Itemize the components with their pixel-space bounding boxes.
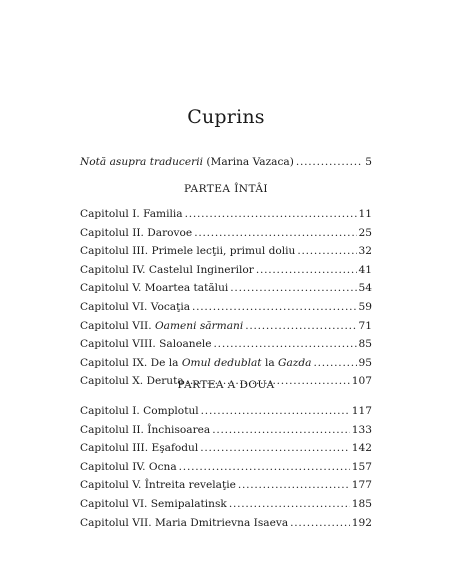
- toc-page-number: 117: [351, 405, 372, 417]
- leader-dots: [185, 205, 357, 223]
- toc-page-number: 185: [351, 498, 372, 510]
- toc-entry-italic: Oameni sărmani: [154, 319, 244, 332]
- toc-entry-label: [80, 354, 312, 372]
- toc-entry[interactable]: [80, 439, 372, 457]
- toc-entry-text: Capitolul I. Familia: [80, 208, 183, 220]
- leader-dots: [297, 242, 356, 260]
- toc-entry-label: [80, 205, 183, 223]
- toc-page-number: 41: [358, 263, 372, 276]
- toc-entry[interactable]: [80, 298, 372, 316]
- part2-heading: PARTEA A DOUA: [177, 379, 275, 391]
- toc-page-number: 59: [358, 301, 372, 313]
- toc-entry[interactable]: [80, 242, 372, 260]
- toc-page-number: 157: [351, 460, 372, 473]
- leader-dots: [179, 458, 350, 476]
- toc-entry-text: Capitolul IV. Ocna: [80, 460, 177, 473]
- toc-entry-text: Capitolul II. Darovoe: [80, 226, 193, 239]
- leader-dots: [238, 476, 350, 494]
- toc-entry-label: [80, 335, 212, 353]
- toc-entry-label: [80, 402, 199, 420]
- toc-page-number: 5: [365, 156, 372, 168]
- toc-entry-text: la: [261, 356, 279, 369]
- toc-entry-label: [80, 279, 228, 297]
- toc-entry-label: [80, 261, 254, 279]
- leader-dots: [192, 298, 356, 316]
- toc-page-number: 54: [358, 282, 372, 295]
- toc-entry-label: [80, 476, 236, 494]
- toc-entry-label: [80, 224, 192, 242]
- toc-page-number: 133: [351, 423, 372, 436]
- leader-dots: [256, 261, 357, 279]
- toc-entry-label: [80, 298, 190, 316]
- toc-entry-text: Capitolul IV. Castelul Inginerilor: [80, 263, 254, 276]
- page-title: Cuprins: [187, 106, 265, 128]
- toc-entry-text: Capitolul III. Eşafodul: [80, 442, 199, 455]
- toc-entry-label: [80, 495, 227, 513]
- toc-entry-text: Capitolul VII. Maria Dmitrievna Isaeva: [80, 516, 289, 529]
- toc-page-number: 85: [358, 338, 372, 351]
- toc-page-number: 25: [358, 226, 372, 239]
- toc-entry-text: Capitolul IX. De la: [80, 356, 182, 369]
- toc-entry-label: [80, 317, 243, 335]
- toc-entry[interactable]: [80, 205, 372, 223]
- toc-entry-text: Capitolul VI. Semipalatinsk: [80, 498, 227, 510]
- toc-entry[interactable]: [80, 476, 372, 494]
- toc-entry[interactable]: [80, 261, 372, 279]
- toc-page-number: 177: [351, 479, 372, 492]
- leader-dots: [200, 439, 350, 457]
- leader-dots: [245, 317, 356, 335]
- leader-dots: [214, 335, 357, 353]
- toc-entry-label: [80, 421, 210, 439]
- toc-entry-text: Capitolul I. Complotul: [80, 405, 199, 417]
- toc-entry[interactable]: [80, 458, 372, 476]
- toc-entry[interactable]: [80, 421, 372, 439]
- toc-page-number: 192: [351, 516, 372, 529]
- leader-dots: [229, 495, 350, 513]
- toc-entry-italic: Omul dedublat: [181, 356, 262, 369]
- leader-dots: [201, 402, 350, 420]
- toc-entry[interactable]: [80, 317, 372, 335]
- toc-entry-italic: Gazda: [278, 356, 312, 369]
- toc-entry-text: Capitolul VII.: [80, 319, 155, 332]
- toc-entry[interactable]: [80, 354, 372, 372]
- toc-page-number: 32: [358, 245, 372, 258]
- toc-entry-label: [80, 458, 177, 476]
- toc-entry-text: (Marina Vazaca): [202, 156, 294, 168]
- leader-dots: [212, 421, 350, 439]
- leader-dots: [230, 279, 356, 297]
- toc-entry-text: Capitolul III. Primele lecţii, primul doliu: [80, 245, 296, 258]
- toc-page-number: 11: [358, 208, 372, 220]
- toc-entry-text: Capitolul V. Moartea tatălui: [80, 282, 229, 295]
- toc-entry-text: Capitolul VIII. Saloanele: [80, 338, 212, 351]
- leader-dots: [290, 514, 350, 532]
- leader-dots: [194, 224, 356, 242]
- toc-entry[interactable]: [80, 335, 372, 353]
- toc-entry-label: [80, 153, 294, 171]
- toc-page-number: 142: [351, 442, 372, 455]
- toc-entry-label: [80, 242, 295, 260]
- toc-entry-intro[interactable]: [80, 153, 372, 171]
- toc-page-number: 71: [358, 319, 372, 332]
- toc-page-number: 95: [358, 356, 372, 369]
- toc-entry-text: Capitolul X. Deruta: [80, 375, 184, 388]
- leader-dots: [296, 153, 363, 171]
- toc-entry-italic: Notă asupra traducerii: [80, 156, 203, 168]
- toc-entry[interactable]: [80, 495, 372, 513]
- toc-entry-text: Capitolul V. Întreita revelaţie: [80, 479, 236, 492]
- part1-heading: PARTEA ÎNTÂI: [184, 183, 268, 195]
- toc-entry[interactable]: [80, 279, 372, 297]
- toc-entry[interactable]: [80, 514, 372, 532]
- toc-entry[interactable]: [80, 402, 372, 420]
- toc-entry-label: [80, 439, 198, 457]
- toc-entry-text: Capitolul VI. Vocaţia: [80, 301, 191, 313]
- toc-entry-label: [80, 514, 288, 532]
- toc-page-number: 107: [351, 375, 372, 388]
- toc-entry[interactable]: [80, 224, 372, 242]
- toc-entry-text: Capitolul II. Închisoarea: [80, 423, 211, 436]
- leader-dots: [314, 354, 357, 372]
